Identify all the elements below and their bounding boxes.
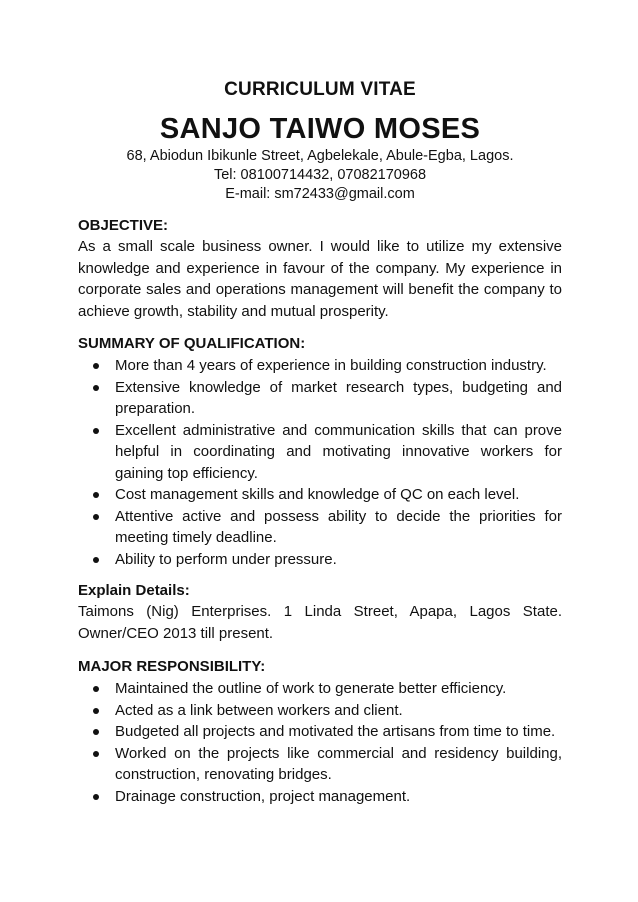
summary-heading: SUMMARY OF QUALIFICATION: xyxy=(78,335,306,352)
bullet-icon xyxy=(93,514,99,520)
summary-item xyxy=(78,506,562,549)
summary-item-text: Cost management skills and knowledge of QC on each level. xyxy=(115,486,520,503)
summary-item-text: Excellent administrative and communication skills that can prove helpful in coordinating and motivating innovative workers for gaining top efficiency. xyxy=(115,421,562,482)
responsibility-item xyxy=(78,700,562,722)
bullet-icon xyxy=(93,686,99,692)
bullet-icon xyxy=(93,751,99,757)
responsibility-item-text: Budgeted all projects and motivated the artisans from time to time. xyxy=(115,723,556,740)
summary-item-text: Extensive knowledge of market research types, budgeting and preparation. xyxy=(115,378,562,417)
details-text: Taimons (Nig) Enterprises. 1 Linda Street, Apapa, Lagos State. Owner/CEO 2013 till present. xyxy=(78,603,562,642)
summary-list xyxy=(78,355,562,570)
responsibility-list xyxy=(78,678,562,807)
responsibility-heading: MAJOR RESPONSIBILITY: xyxy=(78,658,266,675)
responsibility-item-text: Maintained the outline of work to generate better efficiency. xyxy=(115,680,507,697)
bullet-icon xyxy=(93,708,99,714)
responsibility-item-text: Acted as a link between workers and client. xyxy=(115,701,403,719)
objective-text: As a small scale business owner. I would like to utilize my extensive knowledge and experience in favour of the company. My experience in corporate sales and operations management will benefit the company to achieve growth, stability and mutual prosperity. xyxy=(78,238,562,320)
summary-item xyxy=(78,420,562,485)
responsibility-item xyxy=(78,786,562,808)
summary-item xyxy=(78,484,562,506)
email-line: E-mail: sm72433@gmail.com xyxy=(225,186,415,202)
telephone-line: Tel: 08100714432, 07082170968 xyxy=(213,167,427,183)
summary-item xyxy=(78,355,562,377)
responsibility-item xyxy=(78,678,562,700)
person-name: SANJO TAIWO MOSES xyxy=(159,113,481,145)
objective-heading: OBJECTIVE: xyxy=(78,217,169,234)
address-line: 68, Abiodun Ibikunle Street, Agbelekale, Abule-Egba, Lagos. xyxy=(126,148,514,164)
responsibility-item-text: Worked on the projects like commercial and residency building, construction, renovating bridges. xyxy=(115,744,562,783)
summary-item-text: Attentive active and possess ability to decide the priorities for meeting timely deadline. xyxy=(115,507,562,546)
summary-item xyxy=(78,549,562,571)
details-heading: Explain Details: xyxy=(78,582,190,599)
responsibility-item xyxy=(78,721,562,743)
summary-item-text: Ability to perform under pressure. xyxy=(115,550,337,568)
bullet-icon xyxy=(93,729,99,735)
bullet-icon xyxy=(93,794,99,800)
summary-item xyxy=(78,377,562,420)
bullet-icon xyxy=(93,428,99,434)
summary-item-text: More than 4 years of experience in building construction industry. xyxy=(115,357,547,374)
bullet-icon xyxy=(93,557,99,563)
responsibility-item xyxy=(78,743,562,786)
bullet-icon xyxy=(93,492,99,498)
bullet-icon xyxy=(93,363,99,369)
responsibility-item-text: Drainage construction, project management. xyxy=(115,787,411,805)
bullet-icon xyxy=(93,385,99,391)
document-title: CURRICULUM VITAE xyxy=(224,79,416,100)
